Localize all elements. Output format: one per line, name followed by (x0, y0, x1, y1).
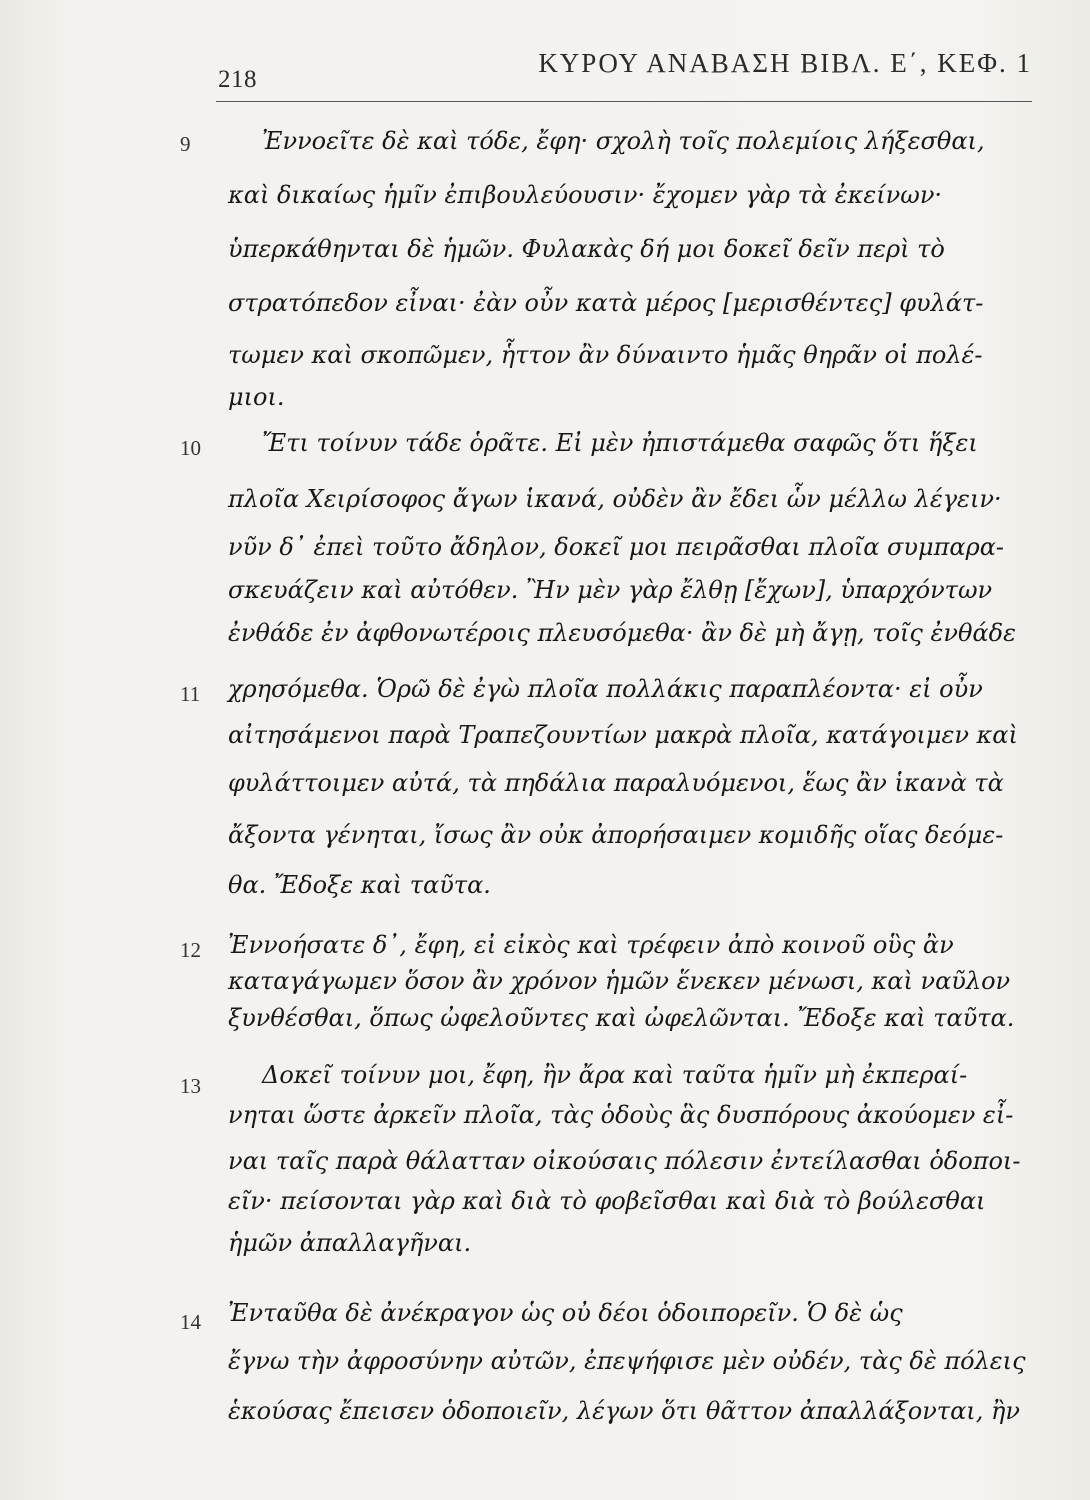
text-line: ξυνθέσθαι, ὅπως ὠφελοῦντες καὶ ὠφελῶνται. Ἔδοξε καὶ ταῦτα. (228, 1004, 1015, 1032)
section-number: 10 (180, 436, 201, 460)
text-line: ἄξοντα γένηται, ἴσως ἂν οὐκ ἀπορήσαιμεν κομιδῆς οἵας δεόμε- (228, 821, 1004, 849)
text-line: καταγάγωμεν ὅσον ἂν χρόνον ἡμῶν ἕνεκεν μένωσι, καὶ ναῦλον (228, 967, 1011, 995)
text-line: Δοκεῖ τοίνυν μοι, ἔφη, ἢν ἄρα καὶ ταῦτα ἡμῖν μὴ ἐκπεραί- (262, 1061, 968, 1089)
page-number: 218 (218, 66, 257, 93)
section-number: 14 (180, 1310, 201, 1334)
section-number: 13 (180, 1074, 201, 1098)
text-line: Ἔτι τοίνυν τάδε ὁρᾶτε. Εἰ μὲν ἠπιστάμεθα σαφῶς ὅτι ἥξει (262, 429, 978, 457)
text-line: σκευάζειν καὶ αὐτόθεν. Ἢν μὲν γὰρ ἔλθῃ [ἔχων], ὑπαρχόντων (228, 576, 993, 604)
section-number: 12 (180, 938, 201, 962)
text-line: αἰτησάμενοι παρὰ Τραπεζουντίων μακρὰ πλοῖα, κατάγοιμεν καὶ (228, 721, 1018, 749)
text-line: νῦν δ᾽ ἐπεὶ τοῦτο ἄδηλον, δοκεῖ μοι πειρᾶσθαι πλοῖα συμπαρα- (228, 533, 1005, 561)
text-line: φυλάττοιμεν αὐτά, τὰ πηδάλια παραλυόμενοι, ἕως ἂν ἱκανὰ τὰ (228, 769, 1004, 797)
text-line: ἐνθάδε ἐν ἀφθονωτέροις πλευσόμεθα· ἂν δὲ μὴ ἄγῃ, τοῖς ἐνθάδε (228, 619, 1016, 647)
text-line: ἔγνω τὴν ἀφροσύνην αὐτῶν, ἐπεψήφισε μὲν οὐδέν, τὰς δὲ πόλεις (228, 1347, 1026, 1375)
running-title: ΚΥΡΟΥ ΑΝΑΒΑΣΗ ΒΙΒΛ. Ε΄, ΚΕΦ. 1 (538, 48, 1032, 78)
text-line: Ἐνταῦθα δὲ ἀνέκραγον ὡς οὐ δέοι ὁδοιπορεῖν. Ὁ δὲ ὡς (228, 1299, 903, 1327)
section-number: 11 (180, 682, 201, 706)
text-line: ὑπερκάθηνται δὲ ἡμῶν. Φυλακὰς δή μοι δοκεῖ δεῖν περὶ τὸ (228, 235, 945, 263)
text-line: πλοῖα Χειρίσοφος ἄγων ἱκανά, οὐδὲν ἂν ἔδει ὧν μέλλω λέγειν· (228, 485, 1002, 513)
text-line: εῖν· πείσονται γὰρ καὶ διὰ τὸ φοβεῖσθαι καὶ διὰ τὸ βούλεσθαι (228, 1187, 986, 1215)
text-line: τωμεν καὶ σκοπῶμεν, ἧττον ἂν δύναιντο ἡμᾶς θηρᾶν οἱ πολέ- (228, 341, 983, 369)
text-line: στρατόπεδον εἶναι· ἐὰν οὖν κατὰ μέρος [μερισθέντες] φυλάτ- (228, 289, 984, 317)
text-line: ἑκούσας ἔπεισεν ὁδοποιεῖν, λέγων ὅτι θᾶττον ἀπαλλάξονται, ἢν (228, 1397, 1020, 1425)
text-line: καὶ δικαίως ἡμῖν ἐπιβουλεύουσιν· ἔχομεν γὰρ τὰ ἐκείνων· (228, 181, 943, 209)
text-line: μιοι. (228, 383, 285, 411)
text-line: ἡμῶν ἀπαλλαγῆναι. (228, 1229, 472, 1257)
text-line: ναι ταῖς παρὰ θάλατταν οἰκούσαις πόλεσιν ἐντείλασθαι ὁδοποι- (228, 1147, 1021, 1175)
text-line: νηται ὥστε ἀρκεῖν πλοῖα, τὰς ὁδοὺς ἃς δυσπόρους ἀκούομεν εἶ- (228, 1101, 1014, 1129)
text-line: Ἐννοεῖτε δὲ καὶ τόδε, ἔφη· σχολὴ τοῖς πολεμίοις λήξεσθαι, (262, 127, 985, 155)
text-line: Ἐννοήσατε δ᾽, ἔφη, εἰ εἰκὸς καὶ τρέφειν ἀπὸ κοινοῦ οὓς ἂν (228, 931, 954, 959)
section-number: 9 (180, 132, 191, 156)
text-line: χρησόμεθα. Ὁρῶ δὲ ἐγὼ πλοῖα πολλάκις παραπλέοντα· εἰ οὖν (228, 675, 983, 703)
text-line: θα. Ἔδοξε καὶ ταῦτα. (228, 871, 491, 899)
